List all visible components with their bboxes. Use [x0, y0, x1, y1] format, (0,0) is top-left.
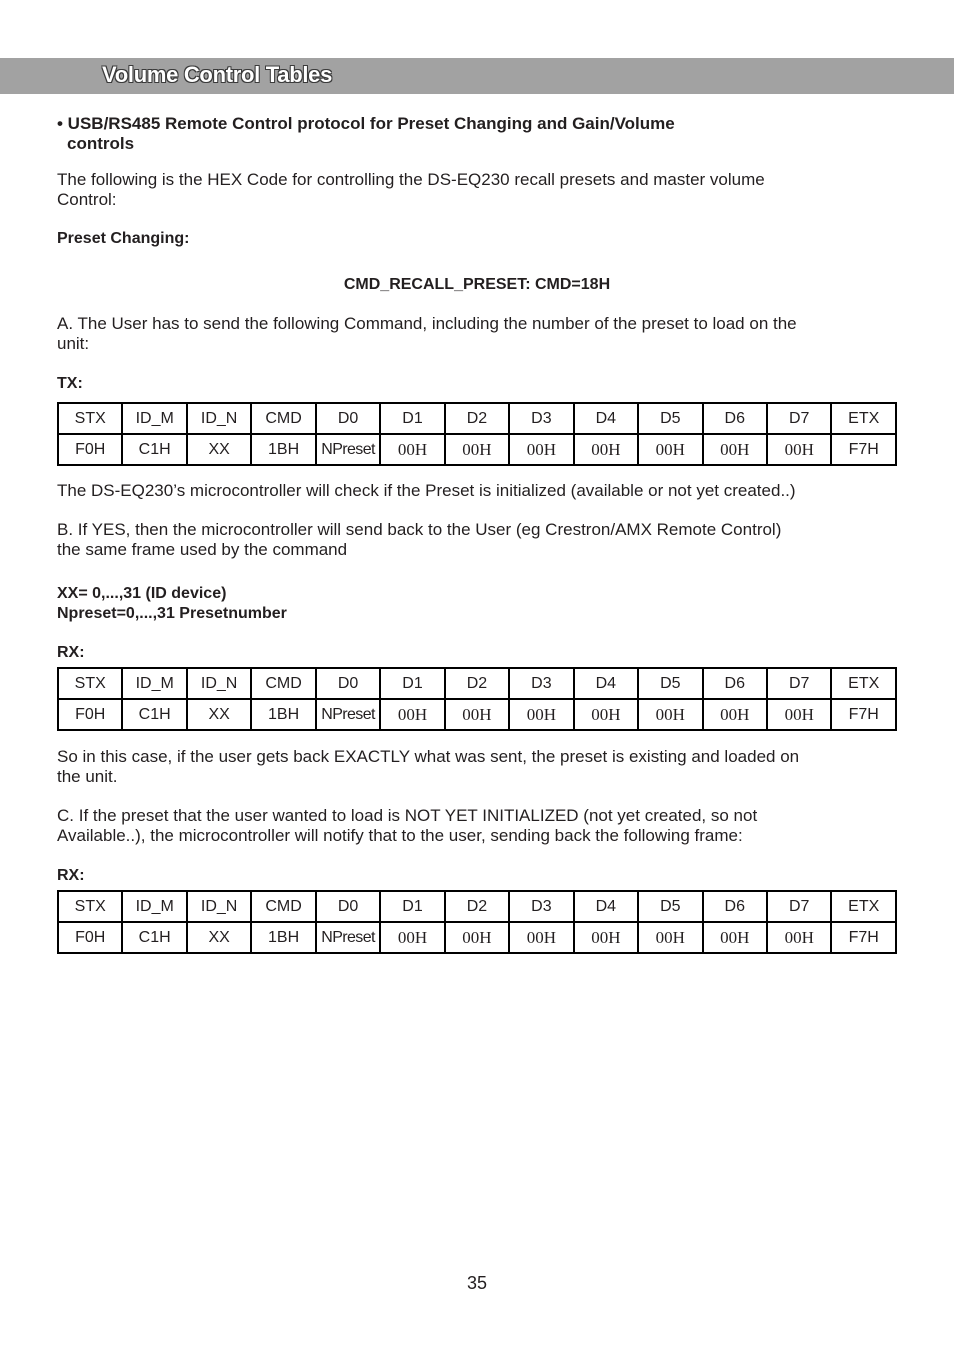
value-cell-d6: 00H	[703, 922, 767, 953]
header-cell-d1: D1	[380, 403, 444, 434]
header-cell-id-n: ID_N	[187, 891, 251, 922]
value-cell-d2: 00H	[445, 699, 509, 730]
value-cell-cmd: 1BH	[251, 699, 315, 730]
header-cell-d2: D2	[445, 668, 509, 699]
header-cell-d0: D0	[316, 891, 380, 922]
value-cell-d0: NPreset	[316, 922, 380, 953]
value-cell-id-n: XX	[187, 699, 251, 730]
paragraph-a-line1: A. The User has to send the following Command, including the number of the preset to load on the	[57, 314, 797, 333]
intro-line2: Control:	[57, 190, 117, 209]
paragraph-a-line2: unit:	[57, 334, 90, 353]
value-cell-d7: 00H	[767, 434, 831, 465]
paragraph-b-line2: the same frame used by the command	[57, 540, 348, 559]
header-cell-d3: D3	[509, 891, 573, 922]
value-cell-cmd: 1BH	[251, 434, 315, 465]
value-cell-id-n: XX	[187, 922, 251, 953]
header-cell-d1: D1	[380, 891, 444, 922]
value-cell-cmd: 1BH	[251, 922, 315, 953]
section-header-bar	[0, 58, 954, 94]
value-cell-d5: 00H	[638, 434, 702, 465]
header-cell-id-n: ID_N	[187, 403, 251, 434]
header-cell-d1: D1	[380, 668, 444, 699]
value-cell-d6: 00H	[703, 434, 767, 465]
definitions-line1: XX= 0,...,31 (ID device)	[57, 585, 227, 602]
header-cell-d2: D2	[445, 403, 509, 434]
header-cell-d6: D6	[703, 668, 767, 699]
table-row	[58, 434, 896, 465]
tx-frame-table	[57, 402, 897, 466]
bullet-heading-line1: • USB/RS485 Remote Control protocol for Preset Changing and Gain/Volume	[57, 114, 675, 133]
paragraph-exact	[57, 747, 799, 787]
value-cell-d4: 00H	[574, 699, 638, 730]
bullet-heading	[57, 114, 675, 154]
rx-label-2: RX:	[57, 867, 85, 884]
value-cell-d0: NPreset	[316, 434, 380, 465]
header-cell-d4: D4	[574, 403, 638, 434]
table-row	[58, 922, 896, 953]
cmd-recall-preset-heading: CMD_RECALL_PRESET: CMD=18H	[343, 276, 611, 293]
value-cell-etx: F7H	[831, 434, 896, 465]
rx-label-1: RX:	[57, 644, 85, 661]
header-cell-d3: D3	[509, 668, 573, 699]
value-cell-id-m: C1H	[122, 434, 186, 465]
header-cell-d5: D5	[638, 403, 702, 434]
value-cell-id-m: C1H	[122, 922, 186, 953]
header-cell-d2: D2	[445, 891, 509, 922]
header-cell-cmd: CMD	[251, 668, 315, 699]
value-cell-d3: 00H	[509, 699, 573, 730]
header-cell-cmd: CMD	[251, 403, 315, 434]
paragraph-exact-line1: So in this case, if the user gets back EXACTLY what was sent, the preset is existing and loaded on	[57, 747, 800, 766]
paragraph-a	[57, 314, 797, 354]
page-number: 35	[466, 1273, 488, 1293]
preset-changing-heading: Preset Changing:	[57, 230, 190, 247]
value-cell-d1: 00H	[380, 434, 444, 465]
value-cell-d3: 00H	[509, 922, 573, 953]
table-row	[58, 699, 896, 730]
rx-frame-table-1	[57, 667, 897, 731]
value-cell-d2: 00H	[445, 922, 509, 953]
value-cell-d3: 00H	[509, 434, 573, 465]
intro-line1: The following is the HEX Code for controlling the DS-EQ230 recall presets and master volume	[57, 170, 765, 189]
value-cell-stx: F0H	[58, 434, 122, 465]
paragraph-c-line2: Available..), the microcontroller will notify that to the user, sending back the following frame:	[57, 826, 743, 845]
header-cell-d0: D0	[316, 668, 380, 699]
header-cell-id-m: ID_M	[122, 668, 186, 699]
value-cell-stx: F0H	[58, 699, 122, 730]
header-cell-stx: STX	[58, 403, 122, 434]
rx-frame-table-2	[57, 890, 897, 954]
table-header-row	[58, 668, 896, 699]
tx-label: TX:	[57, 375, 83, 392]
table-header-row	[58, 891, 896, 922]
value-cell-etx: F7H	[831, 699, 896, 730]
table-header-row	[58, 403, 896, 434]
header-cell-d5: D5	[638, 668, 702, 699]
paragraph-exact-line2: the unit.	[57, 767, 118, 786]
paragraph-c	[57, 806, 757, 846]
paragraph-c-line1: C. If the preset that the user wanted to load is NOT YET INITIALIZED (not yet created, so not	[57, 806, 758, 825]
header-cell-d7: D7	[767, 403, 831, 434]
header-cell-etx: ETX	[831, 668, 896, 699]
value-cell-etx: F7H	[831, 922, 896, 953]
header-cell-etx: ETX	[831, 403, 896, 434]
header-cell-d0: D0	[316, 403, 380, 434]
value-cell-d1: 00H	[380, 699, 444, 730]
header-cell-cmd: CMD	[251, 891, 315, 922]
header-cell-d6: D6	[703, 403, 767, 434]
header-cell-stx: STX	[58, 891, 122, 922]
value-cell-d7: 00H	[767, 922, 831, 953]
header-cell-stx: STX	[58, 668, 122, 699]
header-cell-d4: D4	[574, 668, 638, 699]
value-cell-d6: 00H	[703, 699, 767, 730]
value-cell-d5: 00H	[638, 699, 702, 730]
definitions-line2: Npreset=0,...,31 Presetnumber	[57, 605, 287, 622]
header-cell-id-n: ID_N	[187, 668, 251, 699]
page-title: Volume Control Tables	[102, 62, 333, 87]
header-cell-d3: D3	[509, 403, 573, 434]
value-cell-id-m: C1H	[122, 699, 186, 730]
value-cell-d0: NPreset	[316, 699, 380, 730]
header-cell-id-m: ID_M	[122, 891, 186, 922]
paragraph-b	[57, 520, 781, 560]
value-cell-stx: F0H	[58, 922, 122, 953]
header-cell-id-m: ID_M	[122, 403, 186, 434]
value-cell-d7: 00H	[767, 699, 831, 730]
paragraph-check: The DS-EQ230’s microcontroller will check if the Preset is initialized (available or not yet created..)	[57, 481, 796, 500]
header-cell-d7: D7	[767, 668, 831, 699]
paragraph-b-line1: B. If YES, then the microcontroller will send back to the User (eg Crestron/AMX Remote Control)	[57, 520, 782, 539]
header-cell-d7: D7	[767, 891, 831, 922]
value-cell-d4: 00H	[574, 434, 638, 465]
value-cell-d5: 00H	[638, 922, 702, 953]
header-cell-etx: ETX	[831, 891, 896, 922]
bullet-heading-line2: controls	[67, 134, 135, 153]
header-cell-d4: D4	[574, 891, 638, 922]
header-cell-d5: D5	[638, 891, 702, 922]
value-cell-d4: 00H	[574, 922, 638, 953]
value-cell-d1: 00H	[380, 922, 444, 953]
header-cell-d6: D6	[703, 891, 767, 922]
value-cell-d2: 00H	[445, 434, 509, 465]
intro-paragraph	[57, 170, 765, 210]
value-cell-id-n: XX	[187, 434, 251, 465]
definitions	[57, 584, 287, 624]
